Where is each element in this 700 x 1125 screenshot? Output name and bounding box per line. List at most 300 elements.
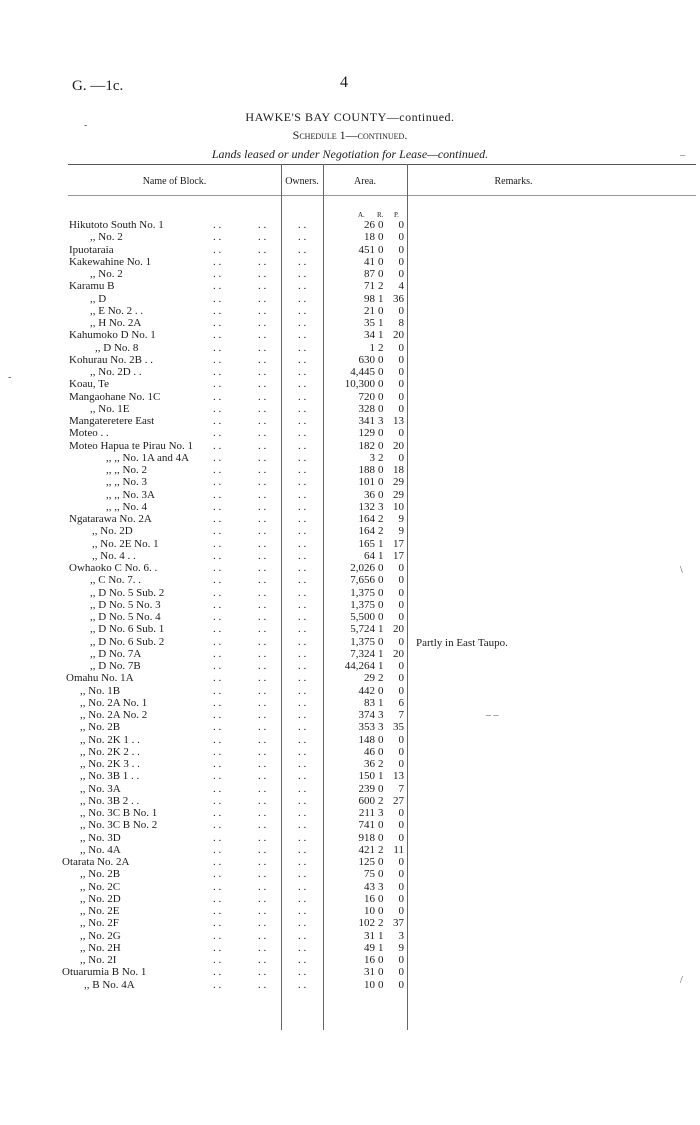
area-acres: 41: [364, 255, 375, 268]
leader-dots: . .: [258, 231, 267, 244]
area-roods: 0: [378, 366, 384, 378]
area-roods: 0: [378, 733, 384, 746]
leader-dots: . .: [258, 647, 267, 660]
table-row: [0, 661, 700, 672]
table-row: [0, 318, 700, 329]
leader-dots: . .: [213, 880, 222, 893]
block-name: Moteo . .: [69, 427, 109, 440]
leader-dots: . .: [213, 525, 222, 538]
scan-mark: \: [680, 565, 683, 576]
leader-dots: . .: [258, 966, 267, 979]
table-row: [0, 379, 700, 390]
leader-dots: . .: [258, 280, 267, 293]
leader-dots: . .: [298, 672, 307, 685]
leader-dots: . .: [258, 745, 267, 758]
leader-dots: . .: [298, 268, 307, 280]
leader-dots: . .: [213, 280, 222, 293]
leader-dots: . .: [213, 696, 222, 709]
area-acres: 31: [364, 929, 375, 942]
area-acres: 918: [358, 831, 375, 844]
leader-dots: . .: [213, 562, 222, 574]
block-name: Mangaohane No. 1C: [69, 390, 161, 403]
leader-dots: . .: [298, 892, 307, 905]
leader-dots: . .: [298, 280, 307, 293]
block-name: ,, D No. 5 No. 3: [90, 598, 161, 611]
leader-dots: . .: [258, 941, 267, 954]
leader-dots: . .: [213, 549, 222, 562]
leader-dots: . .: [298, 304, 307, 317]
leader-dots: . .: [258, 954, 267, 966]
area-acres: 630: [358, 353, 375, 366]
area-perches: 7: [398, 782, 404, 795]
leader-dots: . .: [213, 843, 222, 856]
table-row: [0, 955, 700, 966]
block-name: ,, No. 2H: [80, 941, 121, 954]
leader-dots: . .: [213, 586, 222, 599]
table-row: [0, 882, 700, 893]
leader-dots: . .: [298, 929, 307, 942]
area-roods: 0: [378, 231, 384, 244]
leader-dots: . .: [258, 635, 267, 648]
leader-dots: . .: [298, 390, 307, 403]
area-roods: 2: [378, 525, 384, 538]
leader-dots: . .: [298, 476, 307, 489]
block-name: ,, No. 2D: [80, 892, 121, 905]
leader-dots: . .: [213, 390, 222, 403]
leader-dots: . .: [213, 905, 222, 917]
leader-dots: . .: [258, 268, 267, 280]
block-name: ,, No. 2A No. 2: [80, 709, 148, 721]
leader-dots: . .: [298, 709, 307, 721]
area-acres: 29: [364, 672, 375, 685]
area-roods: 0: [378, 905, 384, 917]
block-name: ,, No. 4A: [80, 843, 121, 856]
area-acres: 31: [364, 966, 375, 979]
area-roods: 2: [378, 451, 384, 464]
area-acres: 43: [364, 880, 375, 893]
table-row: [0, 220, 700, 231]
area-perches: 29: [393, 476, 404, 489]
block-name: ,, E No. 2 . .: [90, 304, 144, 317]
leader-dots: . .: [258, 317, 267, 329]
area-perches: 3: [398, 929, 404, 942]
block-name: Karamu B: [69, 280, 115, 293]
area-roods: 0: [378, 978, 384, 991]
area-roods: 0: [378, 562, 384, 574]
block-name: Mangateretere East: [69, 415, 155, 427]
block-name: ,, D No. 7A: [90, 647, 142, 660]
page-number: 4: [340, 74, 348, 91]
area-acres: 101: [358, 476, 375, 489]
area-perches: 0: [398, 341, 404, 354]
leader-dots: . .: [213, 500, 222, 513]
table-row: [0, 465, 700, 476]
area-acres: 374: [358, 709, 375, 721]
leader-dots: . .: [213, 476, 222, 489]
block-name: ,, No. 2A No. 1: [80, 696, 148, 709]
area-acres: 71: [364, 280, 375, 293]
leader-dots: . .: [298, 366, 307, 378]
leader-dots: . .: [298, 954, 307, 966]
area-roods: 0: [378, 966, 384, 979]
area-perches: 0: [398, 427, 404, 440]
table-row: [0, 918, 700, 929]
leader-dots: . .: [298, 219, 307, 231]
table-row: [0, 367, 700, 378]
block-name: ,, No. 2: [90, 231, 123, 244]
leader-dots: . .: [258, 476, 267, 489]
leader-dots: . .: [298, 488, 307, 501]
area-roods: 0: [378, 219, 384, 231]
column-header-area: Area.: [354, 176, 376, 187]
leader-dots: . .: [258, 243, 267, 256]
table-row: [0, 551, 700, 562]
area-roods: 1: [378, 770, 384, 783]
block-name: ,, ,, No. 2: [106, 464, 147, 476]
table-row: [0, 735, 700, 746]
area-perches: 6: [398, 696, 404, 709]
table-row: [0, 980, 700, 991]
area-perches: 18: [393, 464, 404, 476]
table-row: [0, 281, 700, 292]
area-roods: 3: [378, 807, 384, 819]
leader-dots: . .: [298, 341, 307, 354]
area-acres: 600: [358, 794, 375, 807]
area-perches: 36: [393, 292, 404, 305]
area-roods: 2: [378, 758, 384, 770]
area-acres: 164: [358, 525, 375, 538]
block-name: Moteo Hapua te Pirau No. 1: [69, 439, 194, 452]
leader-dots: . .: [298, 770, 307, 783]
table-row: [0, 637, 700, 648]
block-name: ,, No. 2I: [80, 954, 117, 966]
leader-dots: . .: [298, 598, 307, 611]
area-perches: 17: [393, 537, 404, 550]
area-acres: 341: [358, 415, 375, 427]
table-row: [0, 710, 700, 721]
leader-dots: . .: [258, 758, 267, 770]
leader-dots: . .: [258, 672, 267, 685]
scan-mark: ‑: [8, 372, 12, 383]
leader-dots: . .: [258, 660, 267, 672]
leader-dots: . .: [258, 770, 267, 783]
block-name: ,, No. 2E No. 1: [92, 537, 159, 550]
area-roods: 0: [378, 243, 384, 256]
block-name: Owhaoko C No. 6. .: [69, 562, 158, 574]
area-perches: 0: [398, 745, 404, 758]
area-acres: 34: [364, 329, 375, 342]
area-acres: 83: [364, 696, 375, 709]
area-acres: 421: [358, 843, 375, 856]
leader-dots: . .: [258, 807, 267, 819]
area-roods: 2: [378, 843, 384, 856]
table-row: [0, 967, 700, 978]
area-acres: 7,324: [350, 647, 375, 660]
page-ref: G. —1c.: [72, 78, 124, 94]
leader-dots: . .: [298, 378, 307, 391]
area-perches: 11: [393, 843, 404, 856]
leader-dots: . .: [258, 219, 267, 231]
area-roods: 2: [378, 794, 384, 807]
leader-dots: . .: [258, 427, 267, 440]
leader-dots: . .: [213, 733, 222, 746]
leader-dots: . .: [213, 758, 222, 770]
leader-dots: . .: [298, 684, 307, 697]
area-acres: 188: [358, 464, 375, 476]
area-acres: 1: [369, 341, 375, 354]
leader-dots: . .: [213, 219, 222, 231]
area-perches: 9: [398, 513, 404, 525]
area-perches: 0: [398, 819, 404, 832]
leader-dots: . .: [258, 684, 267, 697]
area-acres: 26: [364, 219, 375, 231]
area-perches: 0: [398, 304, 404, 317]
area-acres: 49: [364, 941, 375, 954]
leader-dots: . .: [213, 941, 222, 954]
leader-dots: . .: [213, 611, 222, 623]
leader-dots: . .: [258, 353, 267, 366]
table-row: [0, 355, 700, 366]
leader-dots: . .: [213, 268, 222, 280]
area-acres: 150: [358, 770, 375, 783]
block-name: ,, No. 2D: [92, 525, 133, 538]
area-roods: 0: [378, 488, 384, 501]
leader-dots: . .: [298, 513, 307, 525]
table-row: [0, 416, 700, 427]
leader-dots: . .: [258, 513, 267, 525]
column-header-owners: Owners.: [285, 176, 319, 187]
area-perches: 4: [398, 280, 404, 293]
table-row: [0, 943, 700, 954]
block-name: ,, D No. 5 No. 4: [90, 611, 161, 623]
area-roods: 1: [378, 929, 384, 942]
area-perches: 0: [398, 635, 404, 648]
leader-dots: . .: [213, 378, 222, 391]
area-perches: 9: [398, 941, 404, 954]
area-roods: 0: [378, 635, 384, 648]
leader-dots: . .: [258, 366, 267, 378]
area-perches: 20: [393, 623, 404, 636]
unit-perches: P.: [394, 211, 399, 219]
leader-dots: . .: [213, 451, 222, 464]
block-name: ,, No. 1B: [80, 684, 121, 697]
block-name: ,, No. 2E: [80, 905, 120, 917]
area-perches: 0: [398, 243, 404, 256]
table-row: [0, 306, 700, 317]
leader-dots: . .: [213, 243, 222, 256]
table-row: [0, 514, 700, 525]
area-roods: 0: [378, 464, 384, 476]
area-roods: 0: [378, 378, 384, 391]
block-name: ,, No. 2G: [80, 929, 121, 942]
area-roods: 0: [378, 574, 384, 587]
area-perches: 0: [398, 966, 404, 979]
area-perches: 17: [393, 549, 404, 562]
leader-dots: . .: [213, 292, 222, 305]
table-row: [0, 784, 700, 795]
table-row: [0, 343, 700, 354]
area-perches: 0: [398, 672, 404, 685]
leader-dots: . .: [298, 831, 307, 844]
leader-dots: . .: [298, 525, 307, 538]
leader-dots: . .: [298, 292, 307, 305]
leader-dots: . .: [213, 304, 222, 317]
area-roods: 3: [378, 709, 384, 721]
area-perches: 0: [398, 390, 404, 403]
leader-dots: . .: [298, 611, 307, 623]
area-roods: 1: [378, 696, 384, 709]
leader-dots: . .: [298, 243, 307, 256]
block-name: Omahu No. 1A: [66, 672, 134, 685]
leader-dots: . .: [258, 929, 267, 942]
area-acres: 211: [358, 807, 375, 819]
area-perches: 0: [398, 574, 404, 587]
leader-dots: . .: [298, 794, 307, 807]
block-name: Kahumoko D No. 1: [69, 329, 156, 342]
page-title: HAWKE'S BAY COUNTY—continued.: [245, 110, 455, 124]
leader-dots: . .: [258, 843, 267, 856]
area-roods: 0: [378, 611, 384, 623]
block-name: ,, No. 2D . .: [90, 366, 142, 378]
leader-dots: . .: [213, 660, 222, 672]
area-acres: 35: [364, 317, 375, 329]
leader-dots: . .: [298, 635, 307, 648]
table-row: [0, 796, 700, 807]
area-acres: 182: [358, 439, 375, 452]
leader-dots: . .: [258, 549, 267, 562]
area-perches: 20: [393, 439, 404, 452]
area-acres: 1,375: [350, 598, 375, 611]
scan-mark: ‑: [84, 120, 88, 131]
leader-dots: . .: [258, 905, 267, 917]
leader-dots: . .: [213, 721, 222, 734]
table-row: [0, 392, 700, 403]
area-acres: 129: [358, 427, 375, 440]
area-acres: 87: [364, 268, 375, 280]
block-name: Kohurau No. 2B . .: [69, 353, 154, 366]
block-name: ,, ,, No. 4: [106, 500, 147, 513]
leader-dots: . .: [298, 402, 307, 415]
block-name: Ngatarawa No. 2A: [69, 513, 152, 525]
area-roods: 1: [378, 660, 384, 672]
area-roods: 0: [378, 831, 384, 844]
area-perches: 0: [398, 978, 404, 991]
leader-dots: . .: [258, 304, 267, 317]
leader-dots: . .: [213, 770, 222, 783]
leader-dots: . .: [213, 427, 222, 440]
block-name: ,, No. 3B 2 . .: [80, 794, 140, 807]
area-perches: 27: [393, 794, 404, 807]
area-acres: 239: [358, 782, 375, 795]
leader-dots: . .: [213, 574, 222, 587]
area-roods: 0: [378, 353, 384, 366]
header-bottom-rule: [68, 195, 696, 196]
unit-roods: R.: [377, 211, 384, 219]
table-row: [0, 257, 700, 268]
leader-dots: . .: [298, 807, 307, 819]
leader-dots: . .: [258, 917, 267, 930]
table-row: [0, 747, 700, 758]
leader-dots: . .: [298, 500, 307, 513]
leader-dots: . .: [258, 525, 267, 538]
leader-dots: . .: [298, 647, 307, 660]
area-roods: 2: [378, 280, 384, 293]
table-row: [0, 771, 700, 782]
area-acres: 21: [364, 304, 375, 317]
leader-dots: . .: [298, 586, 307, 599]
leader-dots: . .: [213, 329, 222, 342]
area-perches: 0: [398, 255, 404, 268]
table-row: [0, 722, 700, 733]
scan-mark: – –: [486, 710, 499, 721]
table-row: [0, 526, 700, 537]
leader-dots: . .: [258, 623, 267, 636]
leader-dots: . .: [298, 868, 307, 881]
leader-dots: . .: [213, 929, 222, 942]
block-name: ,, No. 3B 1 . .: [80, 770, 140, 783]
schedule-heading: Schedule 1—continued.: [292, 128, 408, 142]
area-roods: 0: [378, 390, 384, 403]
table-row: [0, 490, 700, 501]
table-row: [0, 428, 700, 439]
leader-dots: . .: [258, 892, 267, 905]
area-acres: 451: [358, 243, 375, 256]
leader-dots: . .: [213, 353, 222, 366]
leader-dots: . .: [298, 733, 307, 746]
area-perches: 37: [393, 917, 404, 930]
leader-dots: . .: [258, 255, 267, 268]
scan-mark: –: [680, 150, 685, 161]
area-perches: 35: [393, 721, 404, 734]
block-name: ,, No. 1E: [90, 402, 130, 415]
block-name: ,, C No. 7. .: [90, 574, 142, 587]
leader-dots: . .: [213, 402, 222, 415]
block-name: ,, No. 2C: [80, 880, 121, 893]
block-name: Hikutoto South No. 1: [69, 219, 164, 231]
leader-dots: . .: [258, 464, 267, 476]
table-row: [0, 502, 700, 513]
area-perches: 0: [398, 451, 404, 464]
leader-dots: . .: [213, 231, 222, 244]
block-name: ,, D No. 6 Sub. 2: [90, 635, 165, 648]
area-acres: 741: [358, 819, 375, 832]
leader-dots: . .: [213, 856, 222, 868]
leader-dots: . .: [213, 709, 222, 721]
leader-dots: . .: [213, 868, 222, 881]
leader-dots: . .: [298, 978, 307, 991]
area-roods: 1: [378, 537, 384, 550]
unit-acres: A.: [358, 211, 365, 219]
block-name: ,, No. 2K 1 . .: [80, 733, 140, 746]
block-name: ,, No. 2K 3 . .: [80, 758, 140, 770]
area-perches: 0: [398, 831, 404, 844]
leader-dots: . .: [213, 537, 222, 550]
leader-dots: . .: [298, 917, 307, 930]
leader-dots: . .: [298, 758, 307, 770]
table-row: [0, 269, 700, 280]
column-header-remarks: Remarks.: [494, 176, 533, 187]
area-roods: 0: [378, 476, 384, 489]
area-roods: 0: [378, 684, 384, 697]
table-row: [0, 539, 700, 550]
table-row: [0, 894, 700, 905]
block-name: ,, B No. 4A: [84, 978, 135, 991]
leader-dots: . .: [298, 856, 307, 868]
area-roods: 1: [378, 623, 384, 636]
leader-dots: . .: [298, 660, 307, 672]
area-roods: 0: [378, 782, 384, 795]
leader-dots: . .: [298, 562, 307, 574]
